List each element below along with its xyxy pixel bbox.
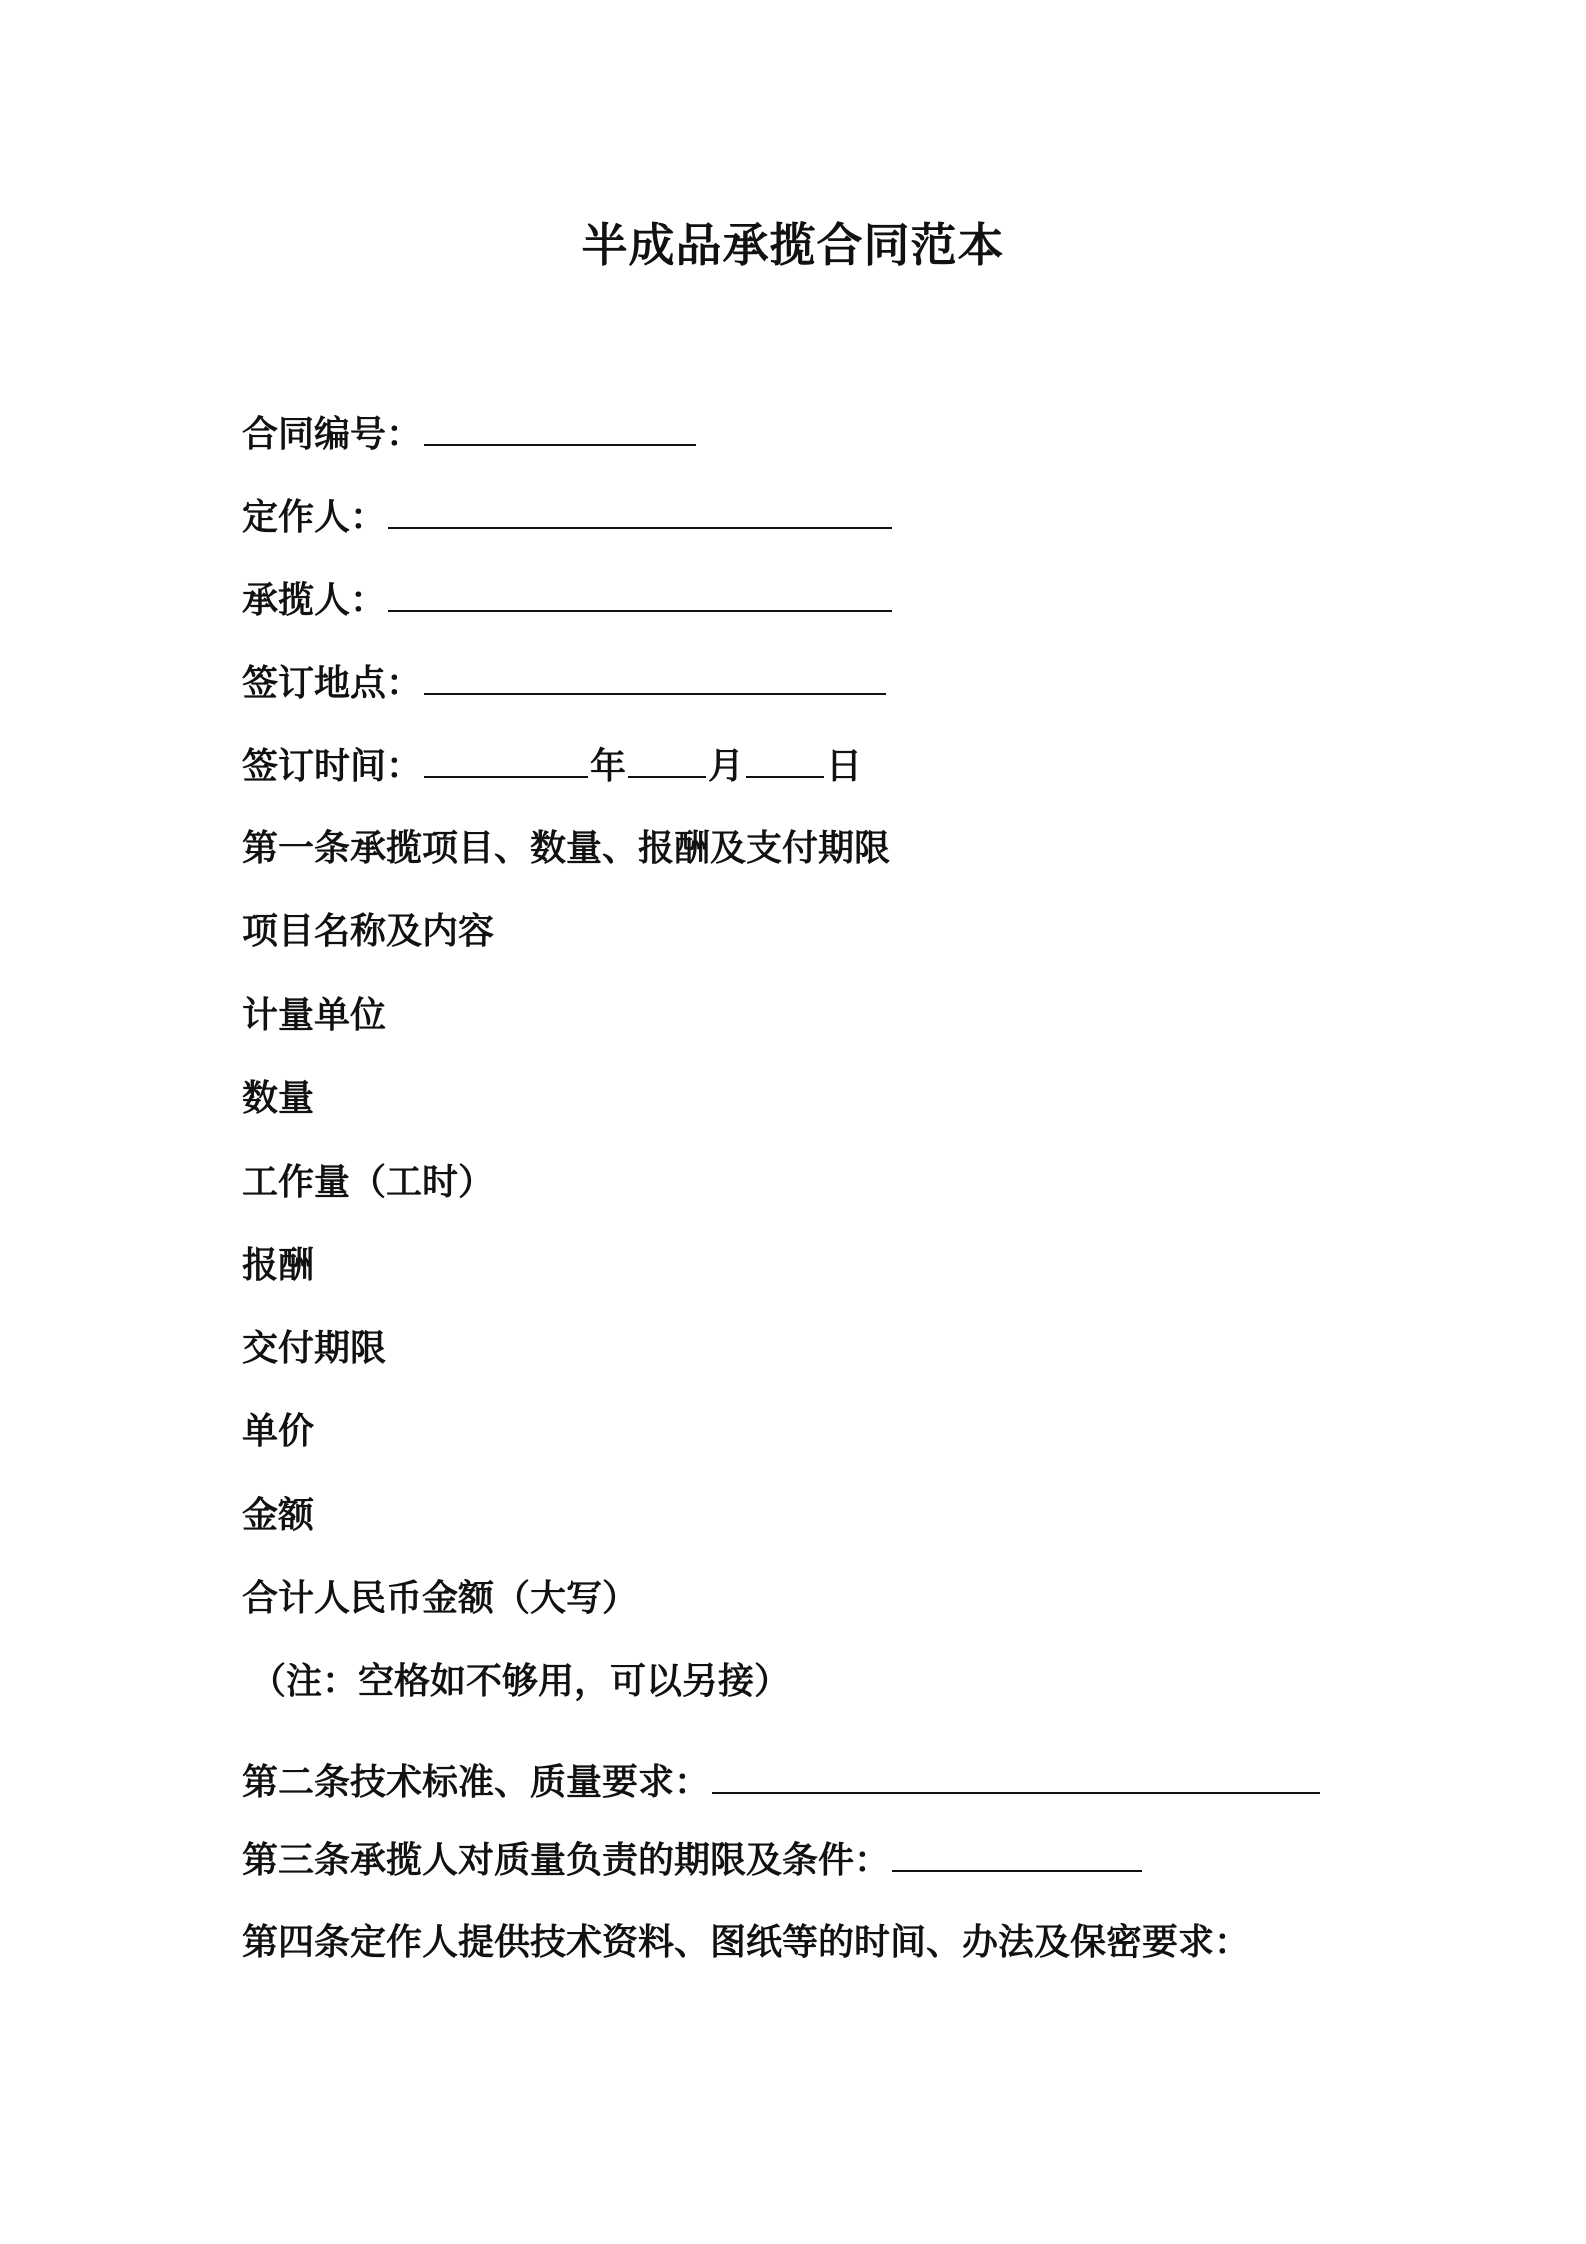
article1-item: 交付期限 bbox=[242, 1328, 387, 1369]
field-orderer bbox=[242, 491, 894, 544]
article1-item: 合计人民币金额（大写） bbox=[242, 1578, 639, 1619]
sign-time-label: 签订时间： bbox=[242, 746, 423, 787]
field-contractor bbox=[242, 574, 894, 627]
contractor-label: 承揽人： bbox=[242, 580, 387, 621]
article4: 第四条定作人提供技术资料、图纸等的时间、办法及保密要求： bbox=[242, 1922, 1251, 1963]
year-blank[interactable] bbox=[424, 740, 588, 778]
article2-blank[interactable] bbox=[712, 1756, 1320, 1794]
article3-blank[interactable] bbox=[892, 1834, 1142, 1872]
field-contract-no bbox=[242, 408, 698, 461]
article3 bbox=[242, 1834, 1144, 1887]
field-sign-time bbox=[242, 740, 862, 793]
article2-label: 第二条技术标准、质量要求： bbox=[242, 1762, 711, 1803]
day-label: 日 bbox=[826, 746, 863, 787]
day-blank[interactable] bbox=[746, 740, 824, 778]
month-label: 月 bbox=[708, 746, 745, 787]
orderer-blank[interactable] bbox=[388, 491, 892, 529]
contract-no-blank[interactable] bbox=[424, 408, 696, 446]
article1-item: 计量单位 bbox=[242, 995, 387, 1036]
sign-place-label: 签订地点： bbox=[242, 663, 423, 704]
article1-item: 单价 bbox=[242, 1411, 315, 1452]
document-title: 半成品承揽合同范本 bbox=[581, 218, 1005, 272]
article1-item: 报酬 bbox=[242, 1245, 315, 1286]
article1-item: 数量 bbox=[242, 1078, 315, 1119]
contract-no-label: 合同编号： bbox=[242, 414, 423, 455]
article1-item: 项目名称及内容 bbox=[242, 911, 495, 952]
sign-place-blank[interactable] bbox=[424, 657, 886, 695]
article1-item: 工作量（工时） bbox=[242, 1162, 495, 1203]
article2 bbox=[242, 1756, 1322, 1809]
article3-label: 第三条承揽人对质量负责的期限及条件： bbox=[242, 1840, 891, 1881]
article1-heading: 第一条承揽项目、数量、报酬及支付期限 bbox=[242, 828, 891, 869]
field-sign-place bbox=[242, 657, 888, 710]
orderer-label: 定作人： bbox=[242, 497, 387, 538]
month-blank[interactable] bbox=[628, 740, 706, 778]
contractor-blank[interactable] bbox=[388, 574, 892, 612]
year-label: 年 bbox=[590, 746, 627, 787]
article1-note: （注：空格如不够用，可以另接） bbox=[250, 1661, 791, 1702]
article1-item: 金额 bbox=[242, 1495, 315, 1536]
